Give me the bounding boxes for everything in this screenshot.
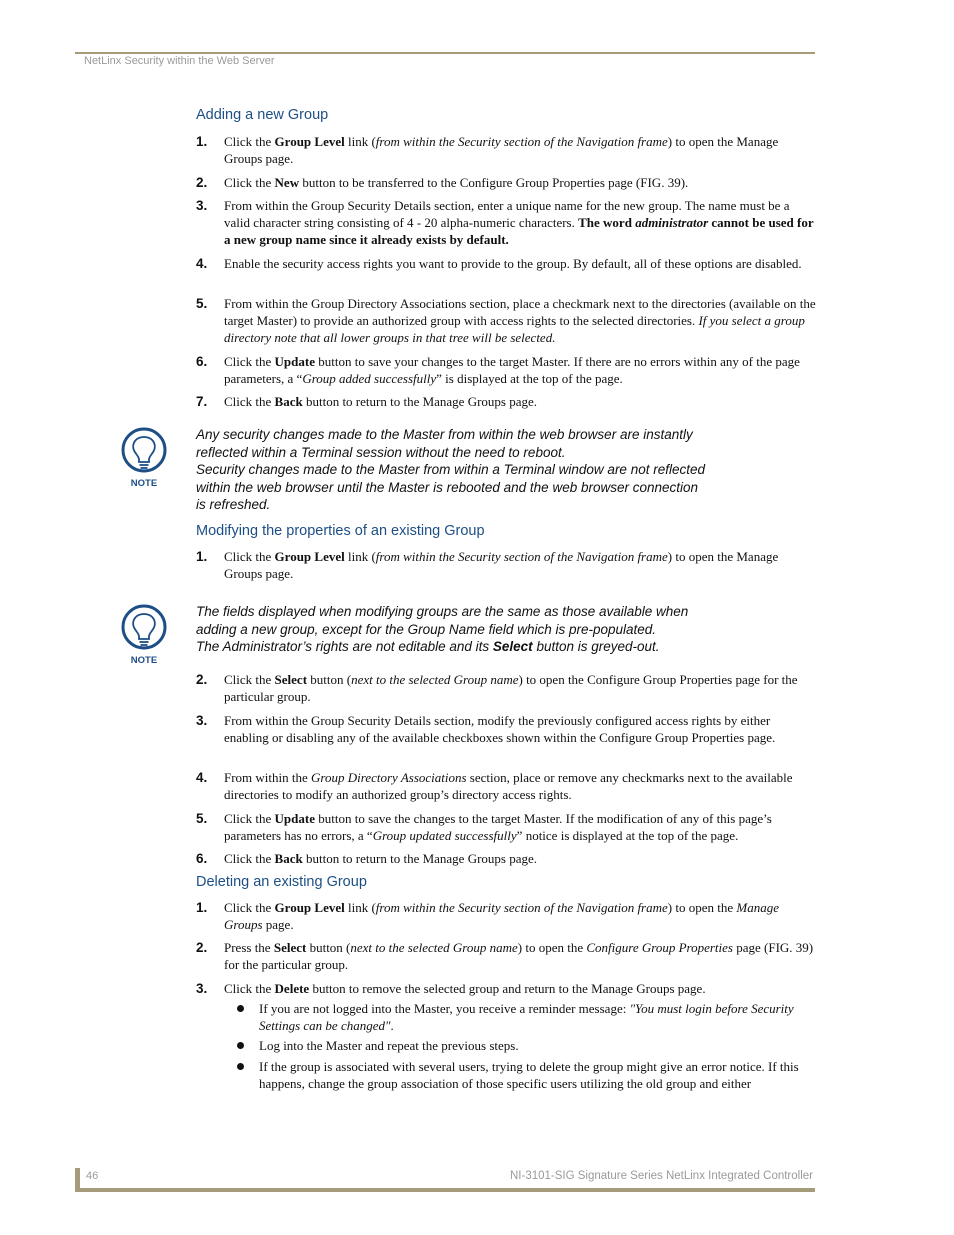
step-number: 5. [196, 296, 208, 311]
note-line: is refreshed. [196, 497, 271, 512]
note-text [196, 603, 736, 656]
step-text: From within the Group Directory Associations section, place or remove any checkmarks next to the available directories to modify an authorized group’s directory access rights. [224, 770, 793, 802]
step-text: Click the Update button to save the changes to the target Master. If the modification of any of this page’s parameters has no errors, a “Group updated successfully” notice is displayed at the top of the page. [224, 811, 772, 843]
step-number: 7. [196, 394, 208, 409]
heading-deleting-group: Deleting an existing Group [196, 874, 367, 890]
page-number: 46 [86, 1170, 99, 1182]
step [196, 197, 816, 248]
step-number: 1. [196, 900, 208, 915]
step-text: Enable the security access rights you want to provide to the group. By default, all of these options are disabled. [224, 256, 802, 271]
step [196, 899, 816, 933]
step [196, 174, 816, 191]
step [196, 133, 816, 167]
heading-modifying-group: Modifying the properties of an existing Group [196, 523, 485, 539]
note-line: within the web browser until the Master is rebooted and the web browser connection [196, 479, 699, 495]
note-line: Security changes made to the Master from within a Terminal window are not reflected [196, 462, 705, 477]
step [196, 353, 816, 387]
bullet-item: If the group is associated with several users, trying to delete the group might give an error notice. If this happens, change the group association of those specific users utilizing the old group and either [234, 1058, 814, 1092]
note-line: The fields displayed when modifying groups are the same as those available when [196, 604, 689, 619]
step [196, 810, 816, 844]
step-text: From within the Group Security Details section, enter a unique name for the new group. The name must be a valid character string consisting of 4 - 20 alpha-numeric characters. The word administrator cannot be used for a new group name since it already exists by default. [224, 198, 814, 247]
bullet-dot-icon [237, 1063, 244, 1070]
step-number: 3. [196, 713, 208, 728]
note-lightbulb-icon [120, 426, 168, 486]
step-text: Click the Group Level link (from within the Security section of the Navigation frame) to open the Manage Groups page. [224, 900, 779, 932]
step-number: 2. [196, 940, 208, 955]
step-number: 2. [196, 672, 208, 687]
heading-adding-group: Adding a new Group [196, 107, 329, 123]
svg-text:NOTE: NOTE [130, 478, 158, 488]
bullet-dot-icon [237, 1042, 244, 1049]
step-number: 6. [196, 851, 208, 866]
step [196, 939, 816, 973]
step-text: Click the Back button to return to the Manage Groups page. [224, 851, 538, 866]
bullet-dot-icon [237, 1005, 244, 1012]
step-number: 4. [196, 256, 208, 271]
step [196, 295, 816, 346]
step [196, 393, 816, 410]
step-text: From within the Group Security Details section, modify the previously configured access rights by either enabling or disabling any of the available checkboxes shown within the Configure Group Properties page. [224, 713, 776, 745]
document-title: NI-3101-SIG Signature Series NetLinx Integrated Controller [510, 1170, 813, 1182]
step-text: Click the Select button (next to the selected Group name) to open the Configure Group Properties page for the particular group. [224, 672, 798, 704]
footer-rule [75, 1188, 815, 1192]
step-text: Press the Select button (next to the selected Group name) to open the Configure Group Properties page (FIG. 39) for the particular group. [224, 940, 814, 972]
step [196, 769, 816, 803]
step [196, 671, 816, 705]
step-number: 6. [196, 354, 208, 369]
step-number: 5. [196, 811, 208, 826]
step-number: 4. [196, 770, 208, 785]
note-line: reflected within a Terminal session without the need to reboot. [196, 444, 566, 460]
step [196, 712, 816, 746]
step-text: From within the Group Directory Associations section, place a checkmark next to the directories (available on the target Master) to provide an authorized group with access rights to the selected directories. If you select a group directory note that all lower groups in that tree will be selected. [224, 296, 816, 345]
step [196, 980, 816, 997]
note-text [196, 426, 736, 514]
step-number: 3. [196, 981, 208, 996]
running-header: NetLinx Security within the Web Server [84, 55, 275, 67]
step-text: Click the New button to be transferred to the Configure Group Properties page (FIG. 39). [224, 175, 689, 190]
bullet-item: Log into the Master and repeat the previous steps. [234, 1037, 814, 1054]
note-lightbulb-icon [120, 603, 168, 663]
step-text: Click the Group Level link (from within the Security section of the Navigation frame) to open the Manage Groups page. [224, 134, 779, 166]
step-number: 1. [196, 134, 208, 149]
svg-text:NOTE: NOTE [130, 655, 158, 665]
step [196, 548, 816, 582]
note-line: adding a new group, except for the Group Name field which is pre-populated. [196, 621, 657, 637]
note-line: Any security changes made to the Master from within the web browser are instantly [196, 427, 693, 442]
step-number: 2. [196, 175, 208, 190]
step-text: Click the Delete button to remove the selected group and return to the Manage Groups page. [224, 981, 706, 996]
header-rule [75, 52, 815, 54]
step-number: 3. [196, 198, 208, 213]
step [196, 850, 816, 867]
step-number: 1. [196, 549, 208, 564]
step [196, 255, 816, 272]
step-text: Click the Update button to save your changes to the target Master. If there are no errors within any of the page parameters, a “Group added successfully” is displayed at the top of the page. [224, 354, 800, 386]
note-line: The Administrator’s rights are not editable and its Select button is greyed-out. [196, 639, 660, 654]
bullet-item: If you are not logged into the Master, you receive a reminder message: "You must login before Security Settings can be changed". [234, 1000, 814, 1034]
step-text: Click the Group Level link (from within the Security section of the Navigation frame) to open the Manage Groups page. [224, 549, 779, 581]
step-text: Click the Back button to return to the Manage Groups page. [224, 394, 538, 409]
